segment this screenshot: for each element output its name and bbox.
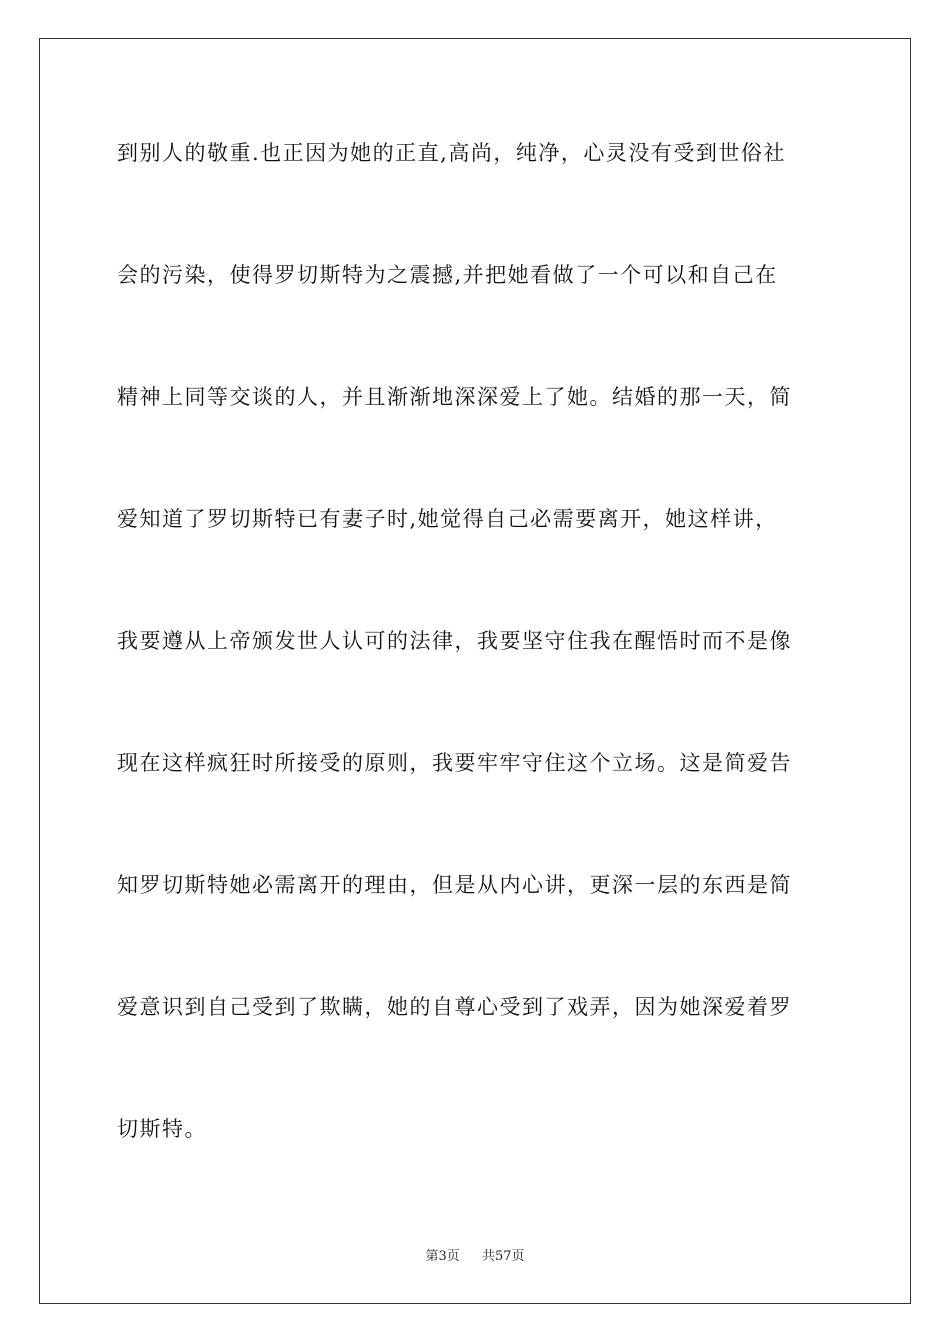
body-text-line: 爱知道了罗切斯特已有妻子时,她觉得自己必需要离开，她这样讲， (117, 507, 778, 531)
page-number: 第3页 (425, 1249, 460, 1264)
body-text-line: 切斯特。 (117, 1117, 207, 1141)
body-text-line: 现在这样疯狂时所接受的原则，我要牢牢守住这个立场。这是简爱告 (117, 751, 792, 775)
body-text-line: 知罗切斯特她必需离开的理由，但是从内心讲，更深一层的东西是简 (117, 873, 792, 897)
body-text-line: 爱意识到自己受到了欺瞒，她的自尊心受到了戏弄，因为她深爱着罗 (117, 995, 792, 1019)
total-pages: 共57页 (482, 1249, 525, 1264)
body-text-line: 到别人的敬重.也正因为她的正直,高尚，纯净，心灵没有受到世俗社 (117, 141, 786, 165)
document-body (117, 130, 837, 1228)
page-footer (0, 1248, 950, 1266)
body-text-line: 精神上同等交谈的人，并且渐渐地深深爱上了她。结婚的那一天，简 (117, 385, 792, 409)
body-text-line: 会的污染，使得罗切斯特为之震撼,并把她看做了一个可以和自己在 (117, 263, 778, 287)
body-text-line: 我要遵从上帝颁发世人认可的法律，我要坚守住我在醒悟时而不是像 (117, 629, 792, 653)
